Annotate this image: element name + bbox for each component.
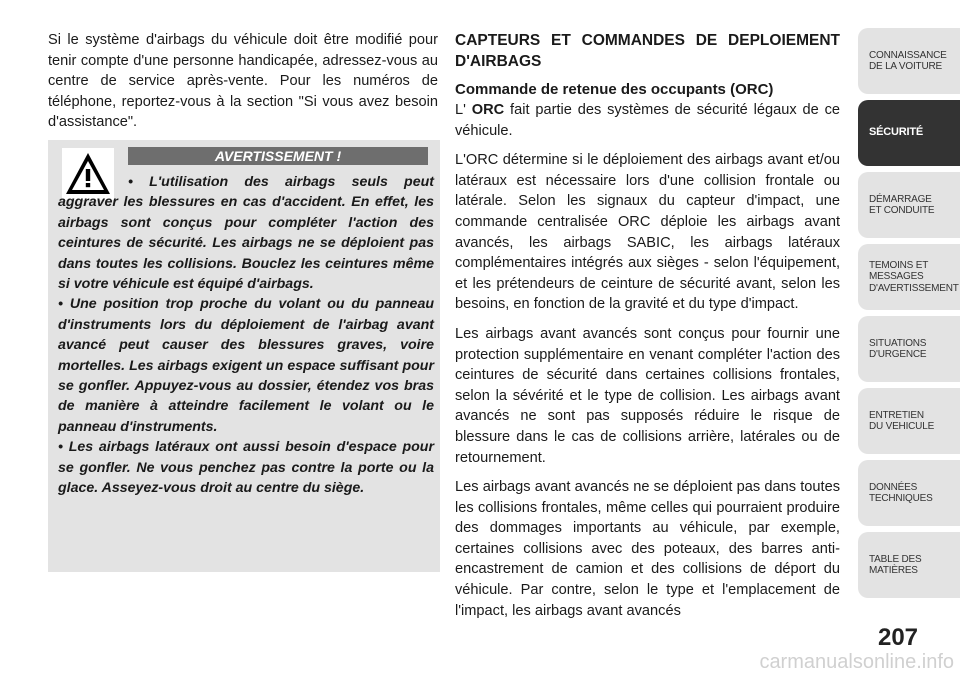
page-number: 207 [877,624,919,651]
tab-donnees[interactable]: DONNÉES TECHNIQUES [858,460,960,526]
warning-item: • Une position trop proche du volant ou du panneau d'instruments lors du déploiement de l'airbag avant avancé peut causer des blessures graves, voire mortelles. Les airbags exigent un espace suffisant pour se gonfler. Appuyez-vous au dossier, étendez vos bras de manière à atteindre facilement le volant ou le panneau d'instruments. [58,296,434,435]
section-title: CAPTEURS ET COMMANDES DE DEPLOIEMENT D'AIRBAGS [455,32,840,70]
sub-title: Commande de retenue des occupants (ORC) [455,81,774,98]
orc-prefix: L' [455,102,472,118]
tab-connaissance[interactable]: CONNAISSANCE DE LA VOITURE [858,28,960,94]
intro-paragraph: Si le système d'airbags du véhicule doit être modifié pour tenir compte d'une personne handicapée, adressez-vous au centre de service après-vente. Pour les numéros de téléphone, reportez-vous à la section "Si vous avez besoin d'assistance". [48,32,438,131]
airbags-purpose-paragraph: Les airbags avant avancés sont conçus pour fournir une protection supplémentaire en venant compléter l'action des ceintures de sécurité dans certaines collisions frontales, selon la sévérité et le type de collision. Les airbags avant avancés ne sont pas supposés réduire le risque de blessure dans le cas de collisions arrière, latérales ou de retournement. [455,325,840,466]
tab-situations[interactable]: SITUATIONS D'URGENCE [858,316,960,382]
warning-item: • Les airbags latéraux ont aussi besoin d'espace pour se gonfler. Ne vous penchez pas contre la porte ou la glace. Asseyez-vous droit au centre du siège. [58,439,434,497]
tab-demarrage[interactable]: DÉMARRAGE ET CONDUITE [858,172,960,238]
orc-paragraph [455,100,840,141]
tab-table[interactable]: TABLE DES MATIÈRES [858,532,960,598]
warning-item: • L'utilisation des airbags seuls peut aggraver les blessures en cas d'accident. En effet, les airbags sont conçus pour compléter l'action des ceintures de sécurité. Les airbags ne se déploient pas dans toutes les collisions. Bouclez les ceintures même si votre véhicule est équipé d'airbags. [58,174,434,293]
tab-temoins[interactable]: TEMOINS ET MESSAGES D'AVERTISSEMENT [858,244,960,310]
tab-securite[interactable]: SÉCURITÉ [858,100,960,166]
right-column [455,30,840,630]
warning-box [48,140,440,572]
warning-body [58,172,434,499]
warning-title: AVERTISSEMENT ! [128,147,428,165]
orc-rest: fait partie des systèmes de sécurité légaux de ce véhicule. [455,102,840,139]
left-column [48,30,438,133]
tab-entretien[interactable]: ENTRETIEN DU VEHICULE [858,388,960,454]
orc-bold: ORC [471,102,505,118]
orc-detail-paragraph: L'ORC détermine si le déploiement des airbags avant et/ou latéraux est nécessaire lors d'une collision frontale ou latérale. Selon les signaux du capteur d'impact, une commande centralisée ORC déploie les airbags avant avancés, les airbags SABIC, les airbags latéraux complémentaires intégrés aux sièges - selon l'équipement, et les prétendeurs de ceinture de sécurité avant, selon les besoins, en fonction de la gravité et du type d'impact. [455,152,840,313]
airbags-deploy-paragraph: Les airbags avant avancés ne se déploient pas dans toutes les collisions frontales, même celles qui pourraient produire des dommages importants au véhicule, par exemple, certaines collisions avec des poteaux, des barres anti-encastrement de camion et des collisions de déport du véhicule. Par contre, selon le type et l'emplacement de l'impact, les airbags avant avancés [455,479,840,619]
watermark: carmanualsonline.info [759,651,954,673]
chapter-tabs [858,28,960,604]
